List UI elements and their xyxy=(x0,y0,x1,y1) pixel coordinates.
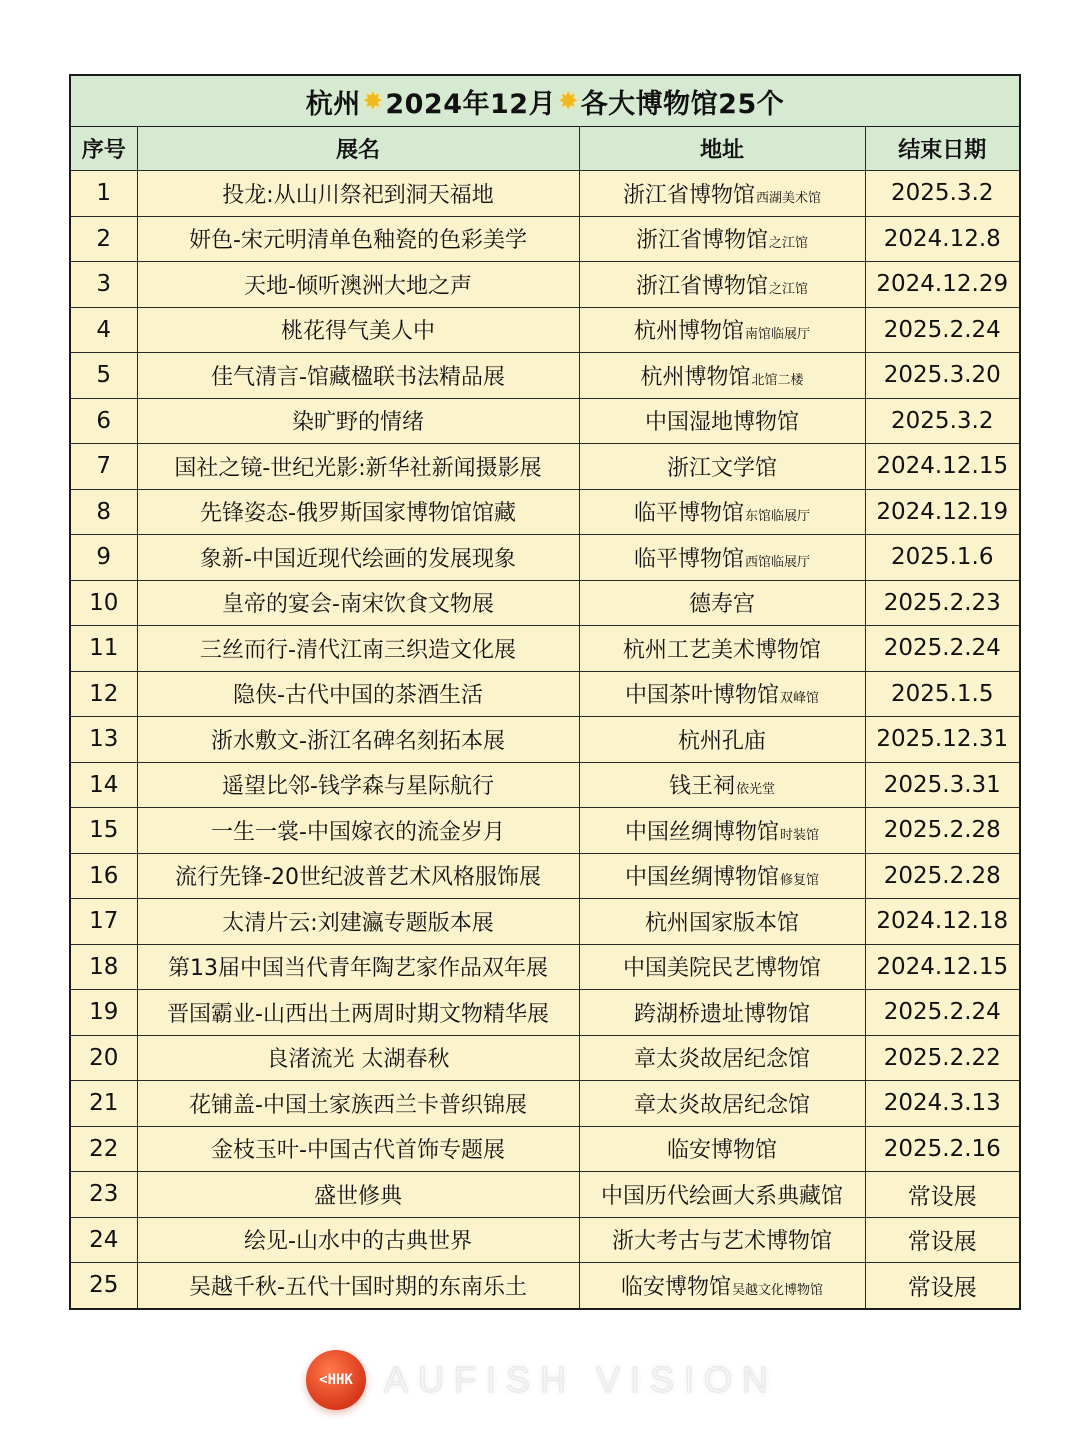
address-cell xyxy=(579,444,865,490)
museum-name: 浙江文学馆 xyxy=(666,455,777,481)
museum-table-sheet xyxy=(69,74,1021,1310)
museum-name: 中国丝绸博物馆 xyxy=(624,865,779,891)
table-row xyxy=(71,1035,1019,1081)
row-index: 1 xyxy=(71,171,137,217)
exhibition-name: 象新-中国近现代绘画的发展现象 xyxy=(137,535,579,581)
exhibition-name: 第13届中国当代青年陶艺家作品双年展 xyxy=(137,944,579,990)
address-cell xyxy=(579,398,865,444)
exhibition-name: 三丝而行-清代江南三织造文化展 xyxy=(137,626,579,672)
end-date: 2024.12.8 xyxy=(865,216,1019,262)
address-cell xyxy=(579,262,865,308)
end-date: 2024.12.19 xyxy=(865,489,1019,535)
address-cell xyxy=(579,1126,865,1172)
exhibition-name: 隐侠-古代中国的茶酒生活 xyxy=(137,671,579,717)
exhibition-name: 天地-倾听澳洲大地之声 xyxy=(137,262,579,308)
end-date: 2025.12.31 xyxy=(865,717,1019,763)
venue-note: 西馆临展厅 xyxy=(745,554,811,570)
row-index: 4 xyxy=(71,307,137,353)
museum-name: 章太炎故居纪念馆 xyxy=(633,1092,810,1118)
row-index: 25 xyxy=(71,1263,137,1308)
museum-name: 浙江省博物馆 xyxy=(622,182,755,208)
exhibition-name: 皇帝的宴会-南宋饮食文物展 xyxy=(137,580,579,626)
brand-logo-icon: <HHK xyxy=(306,1350,366,1410)
address-cell xyxy=(579,307,865,353)
museum-name: 德寿宫 xyxy=(688,592,755,618)
exhibition-name: 浙水敷文-浙江名碑名刻拓本展 xyxy=(137,717,579,763)
museum-name: 中国历代绘画大系典藏馆 xyxy=(600,1183,843,1209)
exhibition-name: 晋国霸业-山西出土两周时期文物精华展 xyxy=(137,990,579,1036)
end-date: 2025.2.23 xyxy=(865,580,1019,626)
table-row xyxy=(71,216,1019,262)
row-index: 10 xyxy=(71,580,137,626)
exhibition-name: 国社之镜-世纪光影:新华社新闻摄影展 xyxy=(137,444,579,490)
end-date: 2024.3.13 xyxy=(865,1081,1019,1127)
exhibition-name: 金枝玉叶-中国古代首饰专题展 xyxy=(137,1126,579,1172)
address-cell xyxy=(579,990,865,1036)
star-icon: ✸ xyxy=(558,87,579,115)
end-date: 常设展 xyxy=(865,1172,1019,1218)
end-date: 2024.12.15 xyxy=(865,444,1019,490)
venue-note: 东馆临展厅 xyxy=(745,509,811,525)
table-row xyxy=(71,717,1019,763)
museum-name: 中国美院民艺博物馆 xyxy=(622,956,821,982)
exhibition-name: 妍色-宋元明清单色釉瓷的色彩美学 xyxy=(137,216,579,262)
exhibition-name: 盛世修典 xyxy=(137,1172,579,1218)
table-row xyxy=(71,626,1019,672)
end-date: 2025.2.28 xyxy=(865,853,1019,899)
museum-name: 中国湿地博物馆 xyxy=(644,410,799,436)
museum-name: 临平博物馆 xyxy=(633,501,744,527)
address-cell xyxy=(579,944,865,990)
title-suffix: 各大博物馆25个 xyxy=(580,88,785,120)
end-date: 2025.3.2 xyxy=(865,171,1019,217)
address-cell xyxy=(579,171,865,217)
row-index: 13 xyxy=(71,717,137,763)
venue-note: 时装馆 xyxy=(780,827,820,843)
row-index: 21 xyxy=(71,1081,137,1127)
exhibition-name: 太清片云:刘建瀛专题版本展 xyxy=(137,899,579,945)
end-date: 2025.3.31 xyxy=(865,762,1019,808)
end-date: 2024.12.15 xyxy=(865,944,1019,990)
row-index: 12 xyxy=(71,671,137,717)
address-cell xyxy=(579,626,865,672)
row-index: 24 xyxy=(71,1217,137,1263)
exhibition-name: 一生一裳-中国嫁衣的流金岁月 xyxy=(137,808,579,854)
end-date: 2025.2.28 xyxy=(865,808,1019,854)
table-row xyxy=(71,353,1019,399)
museum-name: 临安博物馆 xyxy=(620,1274,731,1300)
table-row xyxy=(71,307,1019,353)
address-cell xyxy=(579,671,865,717)
end-date: 2025.1.6 xyxy=(865,535,1019,581)
end-date: 2025.2.16 xyxy=(865,1126,1019,1172)
row-index: 6 xyxy=(71,398,137,444)
table-row xyxy=(71,580,1019,626)
row-index: 22 xyxy=(71,1126,137,1172)
exhibition-name: 先锋姿态-俄罗斯国家博物馆馆藏 xyxy=(137,489,579,535)
row-index: 17 xyxy=(71,899,137,945)
museum-name: 钱王祠 xyxy=(668,774,735,800)
table-row xyxy=(71,398,1019,444)
brand-wordmark: AUFISH VISION xyxy=(384,1359,779,1400)
address-cell xyxy=(579,1081,865,1127)
row-index: 23 xyxy=(71,1172,137,1218)
museum-name: 杭州国家版本馆 xyxy=(644,910,799,936)
address-cell xyxy=(579,535,865,581)
end-date: 2025.2.24 xyxy=(865,626,1019,672)
table-row xyxy=(71,262,1019,308)
address-cell xyxy=(579,489,865,535)
table-row xyxy=(71,1217,1019,1263)
exhibition-name: 佳气清言-馆藏楹联书法精品展 xyxy=(137,353,579,399)
exhibition-name: 流行先锋-20世纪波普艺术风格服饰展 xyxy=(137,853,579,899)
header-row xyxy=(71,127,1019,171)
museum-name: 浙江省博物馆 xyxy=(635,273,768,299)
address-cell xyxy=(579,353,865,399)
table-row xyxy=(71,944,1019,990)
venue-note: 北馆二楼 xyxy=(751,372,804,388)
row-index: 18 xyxy=(71,944,137,990)
end-date: 2025.3.2 xyxy=(865,398,1019,444)
address-cell xyxy=(579,1263,865,1308)
header-address: 地址 xyxy=(579,127,865,171)
museum-name: 跨湖桥遗址博物馆 xyxy=(633,1001,810,1027)
venue-note: 依光堂 xyxy=(736,782,776,798)
title-prefix: 杭州 xyxy=(305,88,361,120)
table-row xyxy=(71,671,1019,717)
exhibition-name: 染旷野的情绪 xyxy=(137,398,579,444)
table-row xyxy=(71,489,1019,535)
header-index: 序号 xyxy=(71,127,137,171)
title-month: 2024年12月 xyxy=(385,88,557,120)
address-cell xyxy=(579,717,865,763)
row-index: 20 xyxy=(71,1035,137,1081)
watermark-logo xyxy=(306,1348,778,1412)
museum-name: 杭州博物馆 xyxy=(640,364,751,390)
end-date: 2025.3.20 xyxy=(865,353,1019,399)
exhibition-name: 吴越千秋-五代十国时期的东南乐土 xyxy=(137,1263,579,1308)
header-exhibition: 展名 xyxy=(137,127,579,171)
museum-name: 临平博物馆 xyxy=(633,546,744,572)
row-index: 7 xyxy=(71,444,137,490)
museum-name: 章太炎故居纪念馆 xyxy=(633,1047,810,1073)
venue-note: 南馆临展厅 xyxy=(745,327,811,343)
museum-name: 浙大考古与艺术博物馆 xyxy=(611,1229,832,1255)
venue-note: 双峰馆 xyxy=(780,691,820,707)
table-row xyxy=(71,808,1019,854)
row-index: 16 xyxy=(71,853,137,899)
museum-name: 临安博物馆 xyxy=(666,1138,777,1164)
museum-name: 中国茶叶博物馆 xyxy=(624,683,779,709)
end-date: 常设展 xyxy=(865,1217,1019,1263)
address-cell xyxy=(579,1217,865,1263)
venue-note: 吴越文化博物馆 xyxy=(732,1282,824,1298)
exhibition-table xyxy=(71,127,1019,1308)
venue-note: 西湖美术馆 xyxy=(756,190,822,206)
table-body xyxy=(71,171,1019,1308)
star-icon: ✸ xyxy=(362,87,384,115)
address-cell xyxy=(579,808,865,854)
end-date: 常设展 xyxy=(865,1263,1019,1308)
end-date: 2024.12.18 xyxy=(865,899,1019,945)
row-index: 19 xyxy=(71,990,137,1036)
table-title xyxy=(71,76,1019,127)
museum-name: 杭州孔庙 xyxy=(677,728,766,754)
row-index: 11 xyxy=(71,626,137,672)
end-date: 2025.2.24 xyxy=(865,990,1019,1036)
museum-name: 浙江省博物馆 xyxy=(635,228,768,254)
museum-name: 中国丝绸博物馆 xyxy=(624,819,779,845)
venue-note: 之江馆 xyxy=(769,236,809,252)
exhibition-name: 良渚流光 太湖春秋 xyxy=(137,1035,579,1081)
row-index: 8 xyxy=(71,489,137,535)
venue-note: 之江馆 xyxy=(769,281,809,297)
address-cell xyxy=(579,216,865,262)
row-index: 5 xyxy=(71,353,137,399)
table-row xyxy=(71,853,1019,899)
end-date: 2025.2.22 xyxy=(865,1035,1019,1081)
exhibition-name: 桃花得气美人中 xyxy=(137,307,579,353)
table-row xyxy=(71,535,1019,581)
exhibition-name: 绘见-山水中的古典世界 xyxy=(137,1217,579,1263)
museum-name: 杭州工艺美术博物馆 xyxy=(622,637,821,663)
row-index: 15 xyxy=(71,808,137,854)
address-cell xyxy=(579,899,865,945)
address-cell xyxy=(579,580,865,626)
table-row xyxy=(71,762,1019,808)
table-row xyxy=(71,899,1019,945)
address-cell xyxy=(579,762,865,808)
table-row xyxy=(71,1263,1019,1308)
end-date: 2025.2.24 xyxy=(865,307,1019,353)
end-date: 2025.1.5 xyxy=(865,671,1019,717)
row-index: 14 xyxy=(71,762,137,808)
address-cell xyxy=(579,853,865,899)
exhibition-name: 遥望比邻-钱学森与星际航行 xyxy=(137,762,579,808)
table-row xyxy=(71,444,1019,490)
row-index: 9 xyxy=(71,535,137,581)
table-row xyxy=(71,171,1019,217)
address-cell xyxy=(579,1035,865,1081)
row-index: 2 xyxy=(71,216,137,262)
table-row xyxy=(71,1172,1019,1218)
row-index: 3 xyxy=(71,262,137,308)
header-end-date: 结束日期 xyxy=(865,127,1019,171)
table-row xyxy=(71,990,1019,1036)
museum-name: 杭州博物馆 xyxy=(633,319,744,345)
exhibition-name: 花铺盖-中国土家族西兰卡普织锦展 xyxy=(137,1081,579,1127)
table-row xyxy=(71,1126,1019,1172)
address-cell xyxy=(579,1172,865,1218)
table-row xyxy=(71,1081,1019,1127)
end-date: 2024.12.29 xyxy=(865,262,1019,308)
venue-note: 修复馆 xyxy=(780,873,820,889)
exhibition-name: 投龙:从山川祭祀到洞天福地 xyxy=(137,171,579,217)
